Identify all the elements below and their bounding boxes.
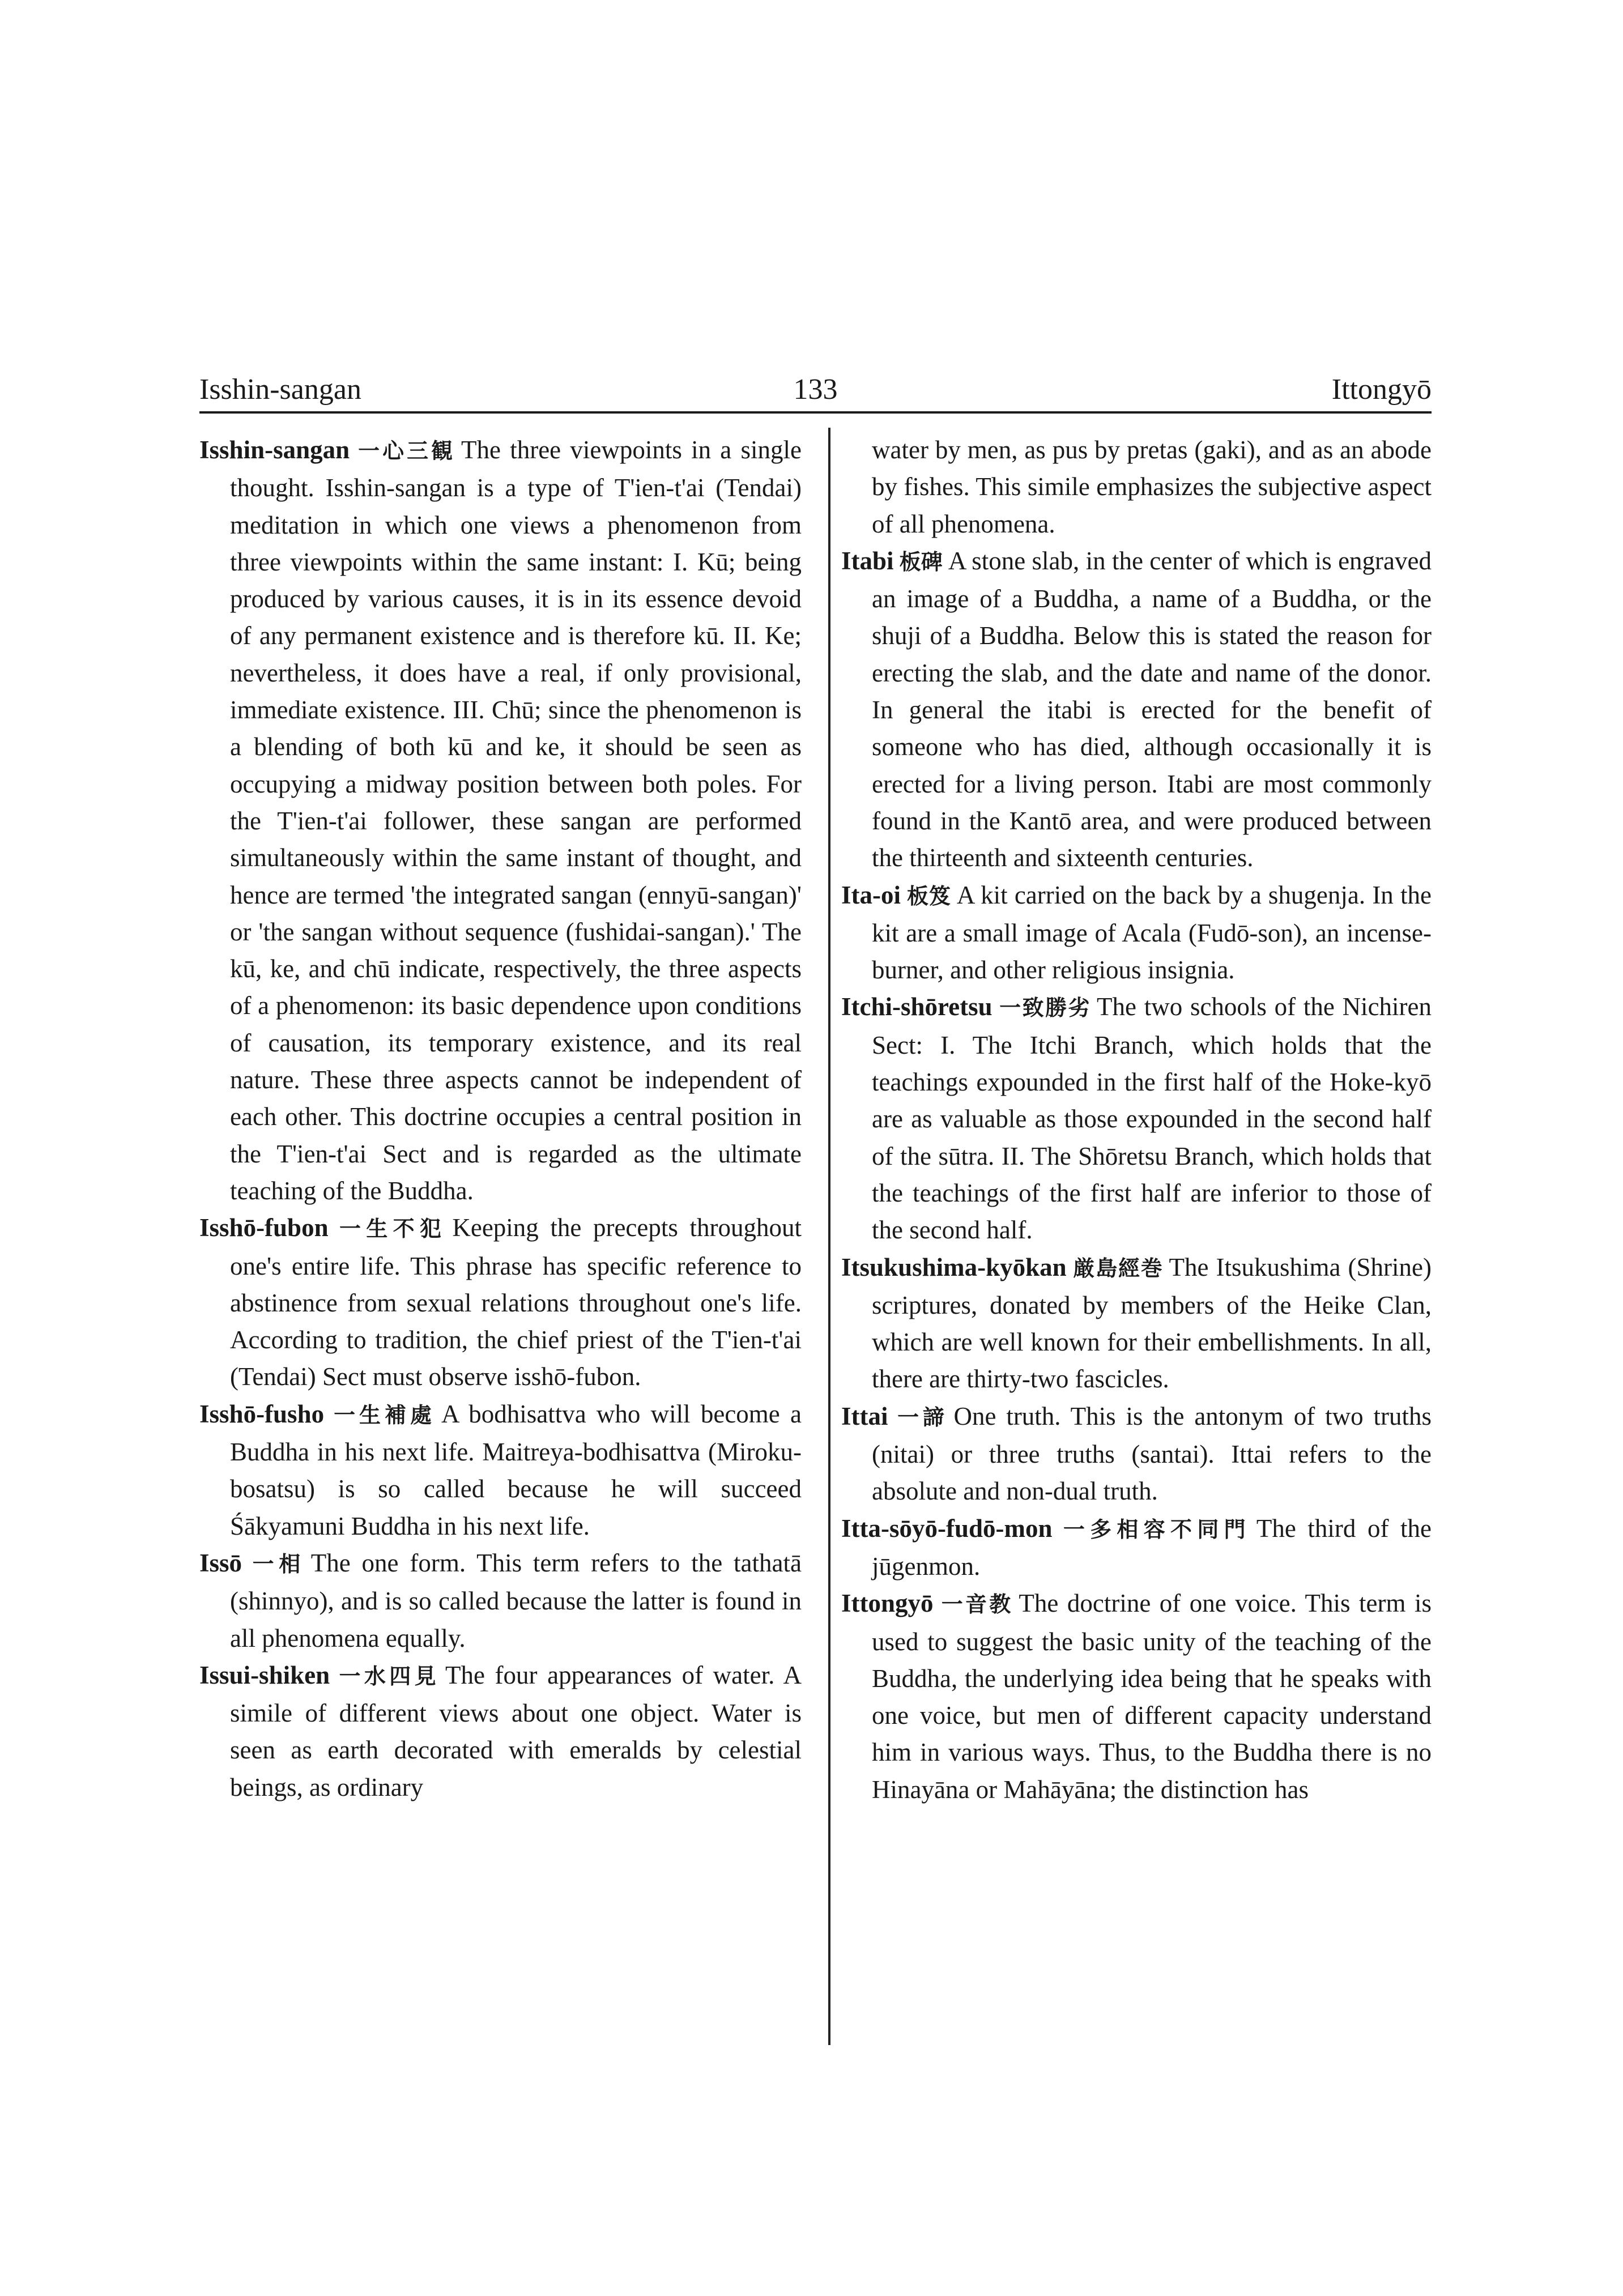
dictionary-entry [841, 1510, 1432, 1586]
entry-definition: The three viewpoints in a single thought. Isshin-sangan is a type of T'ien-t'ai (Tendai) meditation in which one views a phenomenon from three viewpoints within the same instant: I. Kū; being produced by various causes, it is in its essence devoid of any permanent existence and is therefore kū. II. Ke; nevertheless, it does have a real, if only provisional, immediate existence. III. Chū; since the phenomenon is a blending of both kū and ke, it should be seen as occupying a midway position between both poles. For the T'ien-t'ai follower, these sangan are performed simultaneously within the same instant of thought, and hence are termed 'the integrated sangan (ennyū-sangan)' or 'the sangan without sequence (fushidai-sangan).' The kū, ke, and chū indicate, respectively, the three aspects of a phenomenon: its basic dependence upon conditions of causation, its temporary existence, and its real nature. These three aspects cannot be independent of each other. This doctrine occupies a central position in the T'ien-t'ai Sect and is regarded as the ultimate teaching of the Buddha. [230, 436, 802, 1205]
entry-definition: A stone slab, in the center of which is engraved an image of a Buddha, a name of a Buddha, or the shuji of a Buddha. Below this is stated the reason for erecting the slab, and the date and name of the donor. In general the itabi is erected for the benefit of someone who has died, although occasionally it is erected for a living person. Itabi are most commonly found in the Kantō area, and were produced between the thirteenth and sixteenth centuries. [872, 546, 1432, 872]
entry-definition: The doctrine of one voice. This term is used to suggest the basic unity of the teaching of the Buddha, the underlying idea being that he speaks with one voice, but men of different capacity understand him in various ways. Thus, to the Buddha there is no Hinayāna or Mahāyāna; the distinction has [872, 1589, 1432, 1804]
running-head-left: Isshin-sangan [199, 373, 361, 406]
entry-continuation: water by men, as pus by pretas (gaki), and as an abode by fishes. This simile emphasizes the subjective aspect of all phenomena. [872, 436, 1432, 538]
entry-headword: Isshin-sangan [199, 436, 350, 464]
dictionary-entry [199, 1545, 802, 1657]
column-divider [828, 428, 830, 2045]
entry-kanji: 一音教 [939, 1592, 1013, 1617]
entry-headword: Isshō-fusho [199, 1399, 325, 1428]
dictionary-entry [199, 1657, 802, 1806]
entry-kanji: 一生補處 [330, 1402, 436, 1428]
running-head-right: Ittongyō [1331, 373, 1432, 406]
entry-kanji: 一水四見 [335, 1663, 440, 1689]
right-column [841, 432, 1432, 1808]
entry-kanji: 厳島經巻 [1072, 1255, 1164, 1281]
entry-headword: Ita-oi [841, 880, 901, 909]
entry-headword: Itsukushima-kyōkan [841, 1253, 1067, 1281]
entry-definition: A kit carried on the back by a shugenja. In the kit are a small image of Acala (Fudō-son), an incense-burner, and other religious insignia. [872, 880, 1432, 985]
entry-kanji: 一心三観 [355, 438, 456, 463]
entry-definition: One truth. This is the antonym of two truths (nitai) or three truths (santai). Ittai refers to the absolute and non-dual truth. [872, 1402, 1432, 1506]
entry-definition: The Itsukushima (Shrine) scriptures, donated by members of the Heike Clan, which are well known for their embellishments. In all, there are thirty-two fascicles. [872, 1253, 1432, 1394]
entry-headword: Ittai [841, 1402, 888, 1430]
dictionary-entry [841, 877, 1432, 989]
entry-headword: Itta-sōyō-fudō-mon [841, 1514, 1053, 1543]
entry-definition: The two schools of the Nichiren Sect: I. The Itchi Branch, which holds that the teachings expounded in the first half of the Hoke-kyō are as valuable as those expounded in the second half of the sūtra. II. The Shōretsu Branch, which holds that the teachings of the first half are inferior to those of the second half. [872, 992, 1432, 1245]
entry-headword: Itchi-shōretsu [841, 992, 992, 1021]
dictionary-entry [841, 989, 1432, 1249]
entry-definition: The four appearances of water. A simile of different views about one object. Water is seen as earth decorated with emeralds by celestial beings, as ordinary [230, 1660, 802, 1801]
entry-definition: The third of the jūgenmon. [872, 1514, 1432, 1581]
entry-headword: Issui-shiken [199, 1660, 330, 1689]
entry-kanji: 一相 [248, 1551, 305, 1577]
dictionary-entry [841, 1249, 1432, 1398]
entry-headword: Isshō-fubon [199, 1213, 329, 1242]
entry-kanji: 一致勝劣 [998, 995, 1092, 1021]
page-number: 133 [793, 373, 838, 406]
entry-kanji: 一生不犯 [334, 1216, 447, 1242]
running-head [199, 363, 1432, 414]
entry-kanji: 一多相容不同門 [1058, 1517, 1251, 1542]
header-rule [199, 411, 1432, 414]
dictionary-entry [841, 543, 1432, 877]
dictionary-entry [841, 1398, 1432, 1510]
dictionary-entry [199, 1209, 802, 1395]
entry-definition: Keeping the precepts throughout one's entire life. This phrase has specific reference to abstinence from sexual relations throughout one's life. According to tradition, the chief priest of the T'ien-t'ai (Tendai) Sect must observe isshō-fubon. [230, 1213, 802, 1391]
dictionary-entry [199, 1396, 802, 1545]
entry-definition: The one form. This term refers to the tathatā (shinnyo), and is so called because the latter is found in all phenomena equally. [230, 1548, 802, 1652]
entry-headword: Issō [199, 1548, 242, 1577]
entry-kanji: 一諦 [893, 1404, 948, 1430]
entry-definition: A bodhisattva who will become a Buddha in his next life. Maitreya-bodhisattva (Miroku-bosatsu) is so called because he will succeed Śākyamuni Buddha in his next life. [230, 1399, 802, 1540]
dictionary-entry [199, 432, 802, 1209]
left-column [199, 432, 802, 1806]
entry-headword: Itabi [841, 546, 894, 575]
dictionary-entry [841, 1585, 1432, 1808]
entry-kanji: 板碑 [899, 549, 943, 574]
entry-headword: Ittongyō [841, 1589, 934, 1618]
entry-kanji: 板笈 [906, 883, 951, 909]
